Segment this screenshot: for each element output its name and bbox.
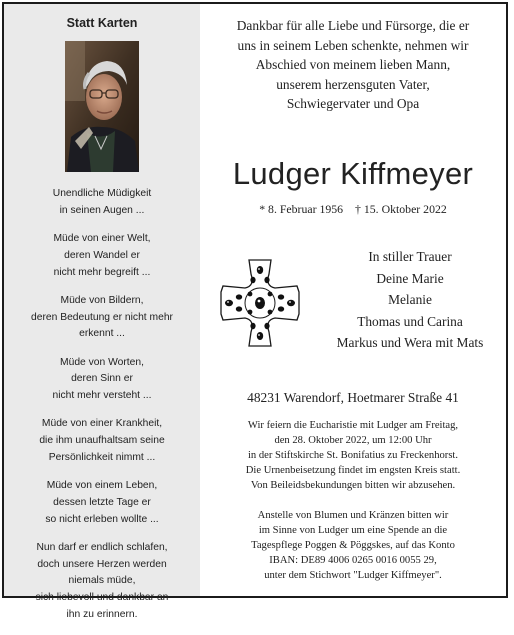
birth-date: * 8. Februar 1956: [259, 202, 344, 216]
portrait-image: [65, 41, 139, 172]
poem-line: nicht mehr versteht ...: [52, 390, 152, 402]
poem-line: niemals müde,: [68, 575, 136, 587]
intro-text: [200, 16, 506, 114]
poem-line: doch unsere Herzen werden: [37, 558, 167, 570]
portrait-photo: [65, 41, 139, 172]
donation-line: Anstelle von Blumen und Kränzen bitten wir: [257, 510, 449, 521]
poem-line: dessen letzte Tage er: [53, 496, 151, 508]
service-info: [200, 418, 506, 493]
poem-line: Persönlichkeit nimmt ...: [48, 451, 156, 463]
donation-line: im Sinne von Ludger um eine Spende an die: [258, 525, 448, 537]
poem-line: Unendliche Müdigkeit: [52, 188, 152, 199]
deceased-name: Ludger Kiffmeyer: [232, 156, 474, 191]
poem-stanza: [4, 416, 200, 466]
poem: [4, 186, 200, 635]
donation-line: Tagespflege Poggen & Pöggskes, auf das Konto: [251, 540, 455, 552]
intro-line: unserem herzensguten Vater,: [276, 76, 430, 92]
donation-info: [200, 508, 506, 583]
poem-line: erkennt ...: [79, 328, 125, 340]
donation-line: IBAN: DE89 4006 0265 0016 0055 29,: [269, 555, 437, 567]
mourners-heading: In stiller Trauer: [368, 249, 452, 264]
right-panel: [200, 4, 506, 596]
donation-line: unter dem Stichwort "Ludger Kiffmeyer".: [264, 570, 442, 582]
poem-line: deren Bedeutung er nicht mehr: [31, 311, 173, 323]
intro-line: Schwiegervater und Opa: [286, 96, 420, 112]
family-address: 48231 Warendorf, Hoetmarer Straße 41: [247, 390, 459, 405]
poem-stanza: [4, 478, 200, 528]
poem-line: Müde von Bildern,: [60, 294, 144, 306]
service-line: den 28. Oktober 2022, um 12:00 Uhr: [274, 435, 432, 447]
service-line: in der Stiftskirche St. Bonifatius zu Freckenhorst.: [247, 450, 459, 462]
poem-stanza: [4, 231, 200, 281]
mourner-name: Melanie: [388, 292, 432, 308]
celtic-cross-icon: [219, 258, 301, 348]
poem-line: Müde von einer Welt,: [53, 232, 151, 244]
mourner-name: Thomas und Carina: [357, 313, 463, 329]
life-dates: [200, 202, 506, 217]
left-panel: [4, 4, 200, 621]
obituary-notice: [2, 2, 508, 621]
poem-line: nicht mehr begreift ...: [53, 266, 151, 278]
poem-line: in seinen Augen ...: [59, 204, 145, 216]
mourner-name: Markus und Wera mit Mats: [336, 335, 484, 351]
intro-line: Abschied von meinem lieben Mann,: [255, 57, 451, 73]
poem-stanza: [4, 293, 200, 343]
poem-line: die ihm unaufhaltsam seine: [39, 435, 165, 447]
mourner-name: Deine Marie: [376, 270, 444, 286]
poem-stanza: [4, 186, 200, 220]
service-line: Von Beileidsbekundungen bitten wir abzusehen.: [250, 480, 456, 492]
poem-stanza: [4, 540, 200, 624]
intro-line: Dankbar für alle Liebe und Fürsorge, die er: [236, 18, 470, 33]
poem-line: Müde von Worten,: [60, 356, 144, 368]
poem-stanza: [4, 355, 200, 405]
poem-line: deren Wandel er: [64, 249, 140, 261]
intro-line: uns in seinem Leben schenkte, nehmen wir: [237, 37, 469, 53]
death-date: † 15. Oktober 2022: [355, 202, 447, 216]
service-line: Wir feiern die Eucharistie mit Ludger am Freitag,: [247, 420, 459, 431]
poem-line: Müde von einer Krankheit,: [41, 418, 163, 430]
poem-line: sich liebevoll und dankbar an: [35, 592, 169, 604]
poem-line: ihn zu erinnern.: [66, 609, 138, 621]
poem-line: Müde von einem Leben,: [46, 480, 158, 492]
statt-karten-heading: Statt Karten: [66, 16, 138, 30]
poem-line: Nun darf er endlich schlafen,: [36, 541, 168, 553]
poem-line: deren Sinn er: [71, 373, 133, 385]
poem-line: so nicht erleben wollte ...: [45, 513, 159, 525]
mourners-list: [312, 246, 508, 354]
service-line: Die Urnenbeisetzung findet im engsten Kreis statt.: [245, 465, 461, 477]
